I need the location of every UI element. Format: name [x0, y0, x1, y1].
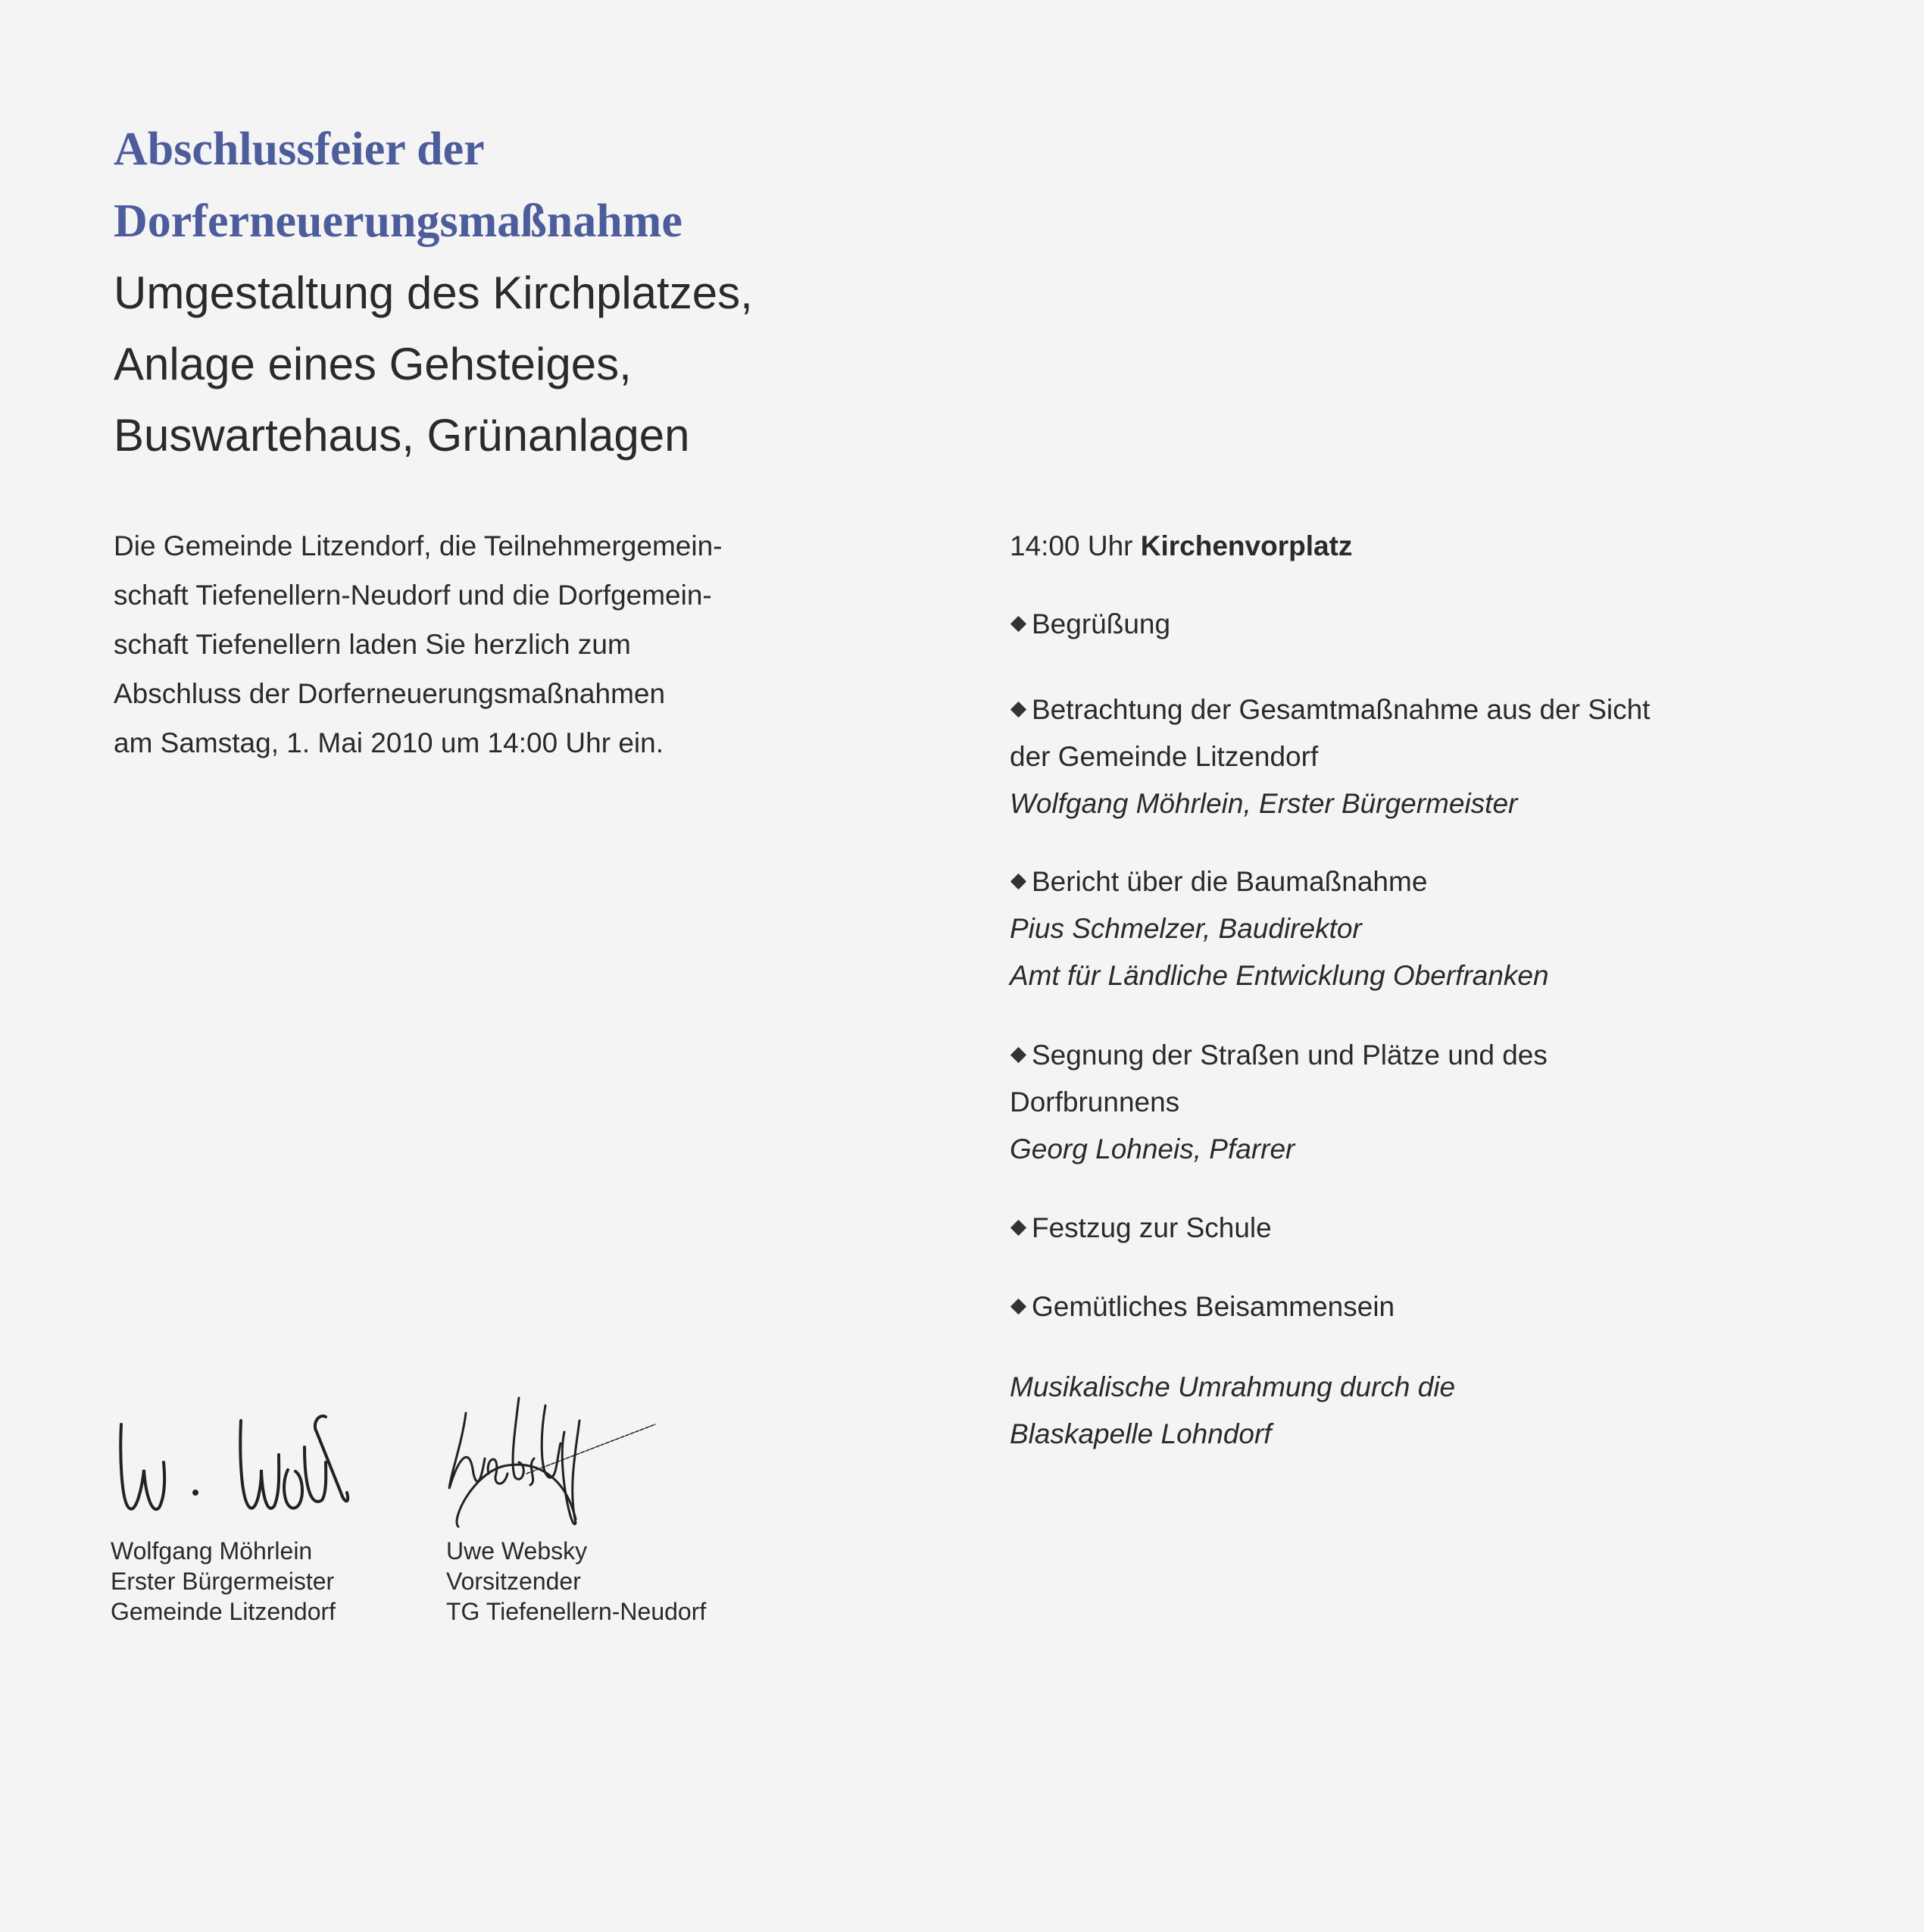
signatory-block: [111, 1536, 336, 1627]
subtitle-line: Anlage eines Gehsteiges,: [114, 339, 632, 389]
title-line: Dorferneuerungsmaßnahme: [114, 195, 682, 247]
bullet-diamond-icon: [1010, 616, 1026, 632]
program-item: [1010, 601, 1843, 648]
bullet-diamond-icon: [1010, 1047, 1026, 1063]
program-place: Kirchenvorplatz: [1140, 530, 1353, 561]
bullet-diamond-icon: [1010, 874, 1026, 889]
item-text: Festzug zur Schule: [1032, 1212, 1272, 1243]
title-line: Abschlussfeier der: [114, 123, 485, 175]
signatory-name: Uwe Websky: [446, 1537, 588, 1565]
item-speaker: Amt für Ländliche Entwicklung Oberfranken: [1010, 960, 1549, 991]
intro-line: Abschluss der Dorferneuerungsmaßnahmen: [114, 678, 666, 709]
intro-line: Die Gemeinde Litzendorf, die Teilnehmergemein-: [114, 530, 723, 561]
item-text: Dorfbrunnens: [1010, 1086, 1180, 1118]
program-item: [1010, 1283, 1843, 1330]
signature-moehrlein: [106, 1402, 409, 1523]
item-text: Betrachtung der Gesamtmaßnahme aus der Sicht: [1032, 694, 1651, 725]
signatory-org: Gemeinde Litzendorf: [111, 1598, 336, 1625]
bullet-diamond-icon: [1010, 1220, 1026, 1236]
intro-line: am Samstag, 1. Mai 2010 um 14:00 Uhr ein.: [114, 727, 664, 758]
item-text: Segnung der Straßen und Plätze und des: [1032, 1039, 1548, 1071]
item-text: Bericht über die Baumaßnahme: [1032, 866, 1428, 897]
program-item: [1010, 1032, 1843, 1173]
subtitle-line: Umgestaltung des Kirchplatzes,: [114, 267, 753, 318]
signatory-role: Vorsitzender: [446, 1568, 581, 1595]
intro-line: schaft Tiefenellern laden Sie herzlich zum: [114, 629, 631, 660]
bullet-diamond-icon: [1010, 1299, 1026, 1315]
program-item: [1010, 858, 1843, 999]
signature-websky: [443, 1390, 670, 1534]
signatory-name: Wolfgang Möhrlein: [111, 1537, 313, 1565]
bullet-diamond-icon: [1010, 702, 1026, 717]
program-header: [1010, 523, 1843, 570]
item-text: Gemütliches Beisammensein: [1032, 1291, 1395, 1322]
music-note: [1010, 1364, 1843, 1458]
program-item: [1010, 686, 1843, 827]
program-time: 14:00 Uhr: [1010, 530, 1133, 561]
invitation-text: [114, 521, 871, 767]
signatory-org: TG Tiefenellern-Neudorf: [446, 1598, 707, 1625]
item-speaker: Georg Lohneis, Pfarrer: [1010, 1133, 1295, 1165]
signatory-block: [446, 1536, 706, 1627]
music-line: Blaskapelle Lohndorf: [1010, 1418, 1272, 1449]
signatory-role: Erster Bürgermeister: [111, 1568, 335, 1595]
item-text: Begrüßung: [1032, 608, 1171, 639]
document-title: [114, 114, 682, 258]
subtitle-line: Buswartehaus, Grünanlagen: [114, 410, 690, 461]
item-text: der Gemeinde Litzendorf: [1010, 741, 1319, 772]
item-speaker: Pius Schmelzer, Baudirektor: [1010, 913, 1362, 944]
document-subtitle: [114, 258, 753, 471]
item-speaker: Wolfgang Möhrlein, Erster Bürgermeister: [1010, 788, 1518, 819]
intro-line: schaft Tiefenellern-Neudorf und die Dorfgemein-: [114, 580, 712, 611]
program-item: [1010, 1205, 1843, 1252]
music-line: Musikalische Umrahmung durch die: [1010, 1371, 1456, 1402]
